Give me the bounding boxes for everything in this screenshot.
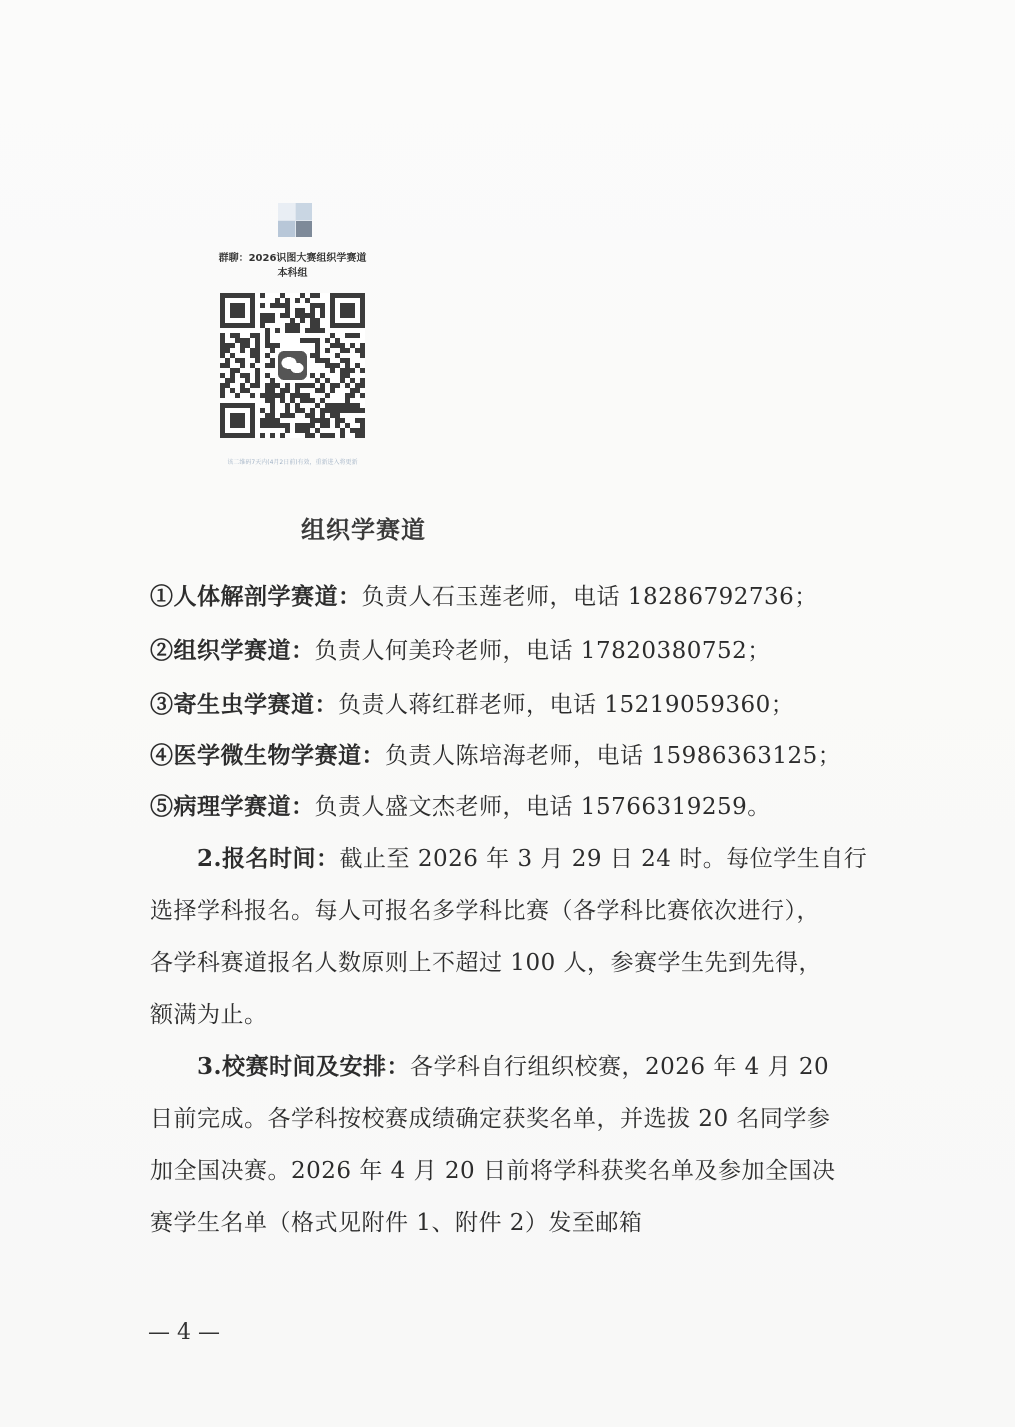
schedule-line-3: 加全国决赛。2026 年 4 月 20 日前将学科获奖名单及参加全国决: [150, 1158, 836, 1184]
qr-group-name-line1: 群聊：2026识图大赛组织学赛道: [218, 253, 367, 264]
qr-code-image: [220, 293, 365, 438]
qr-footnote: 该二维码7天内(4月2日前)有效，重新进入将更新: [227, 459, 358, 466]
track-item-2: [150, 632, 890, 665]
track-label: ①人体解剖学赛道：: [150, 583, 362, 610]
page-number: — 4 —: [148, 1320, 220, 1345]
qr-group-name: [200, 251, 385, 281]
section-title: 组织学赛道: [301, 516, 426, 544]
schedule-line-2: 日前完成。各学科按校赛成绩确定获奖名单，并选拔 20 名同学参: [150, 1106, 831, 1132]
track-label: ⑤病理学赛道：: [150, 793, 315, 820]
wechat-group-qr-card: [200, 195, 385, 480]
wechat-logo-icon: [275, 348, 310, 383]
registration-heading: 2.报名时间：: [197, 845, 340, 872]
track-label: ④医学微生物学赛道：: [150, 742, 385, 769]
registration-line-2: 选择学科报名。每人可报名多学科比赛（各学科比赛依次进行），: [150, 898, 820, 924]
registration-line-1: [197, 840, 937, 873]
schedule-line-1: [197, 1048, 937, 1081]
track-item-3: [150, 686, 890, 719]
schedule-line-4: 赛学生名单（格式见附件 1、附件 2）发至邮箱: [150, 1210, 643, 1236]
schedule-heading: 3.校赛时间及安排：: [197, 1053, 411, 1080]
registration-line-4: 额满为止。: [150, 1002, 268, 1028]
group-avatar: [278, 203, 312, 237]
track-label: ②组织学赛道：: [150, 637, 315, 664]
track-detail: 负责人何美玲老师，电话 17820380752；: [314, 638, 771, 664]
track-detail: 负责人陈培海老师，电话 15986363125；: [385, 743, 842, 769]
track-detail: 负责人盛文杰老师，电话 15766319259。: [314, 794, 771, 820]
track-item-5: [150, 788, 890, 821]
registration-text: 截止至 2026 年 3 月 29 日 24 时。每位学生自行: [339, 846, 868, 872]
track-detail: 负责人石玉莲老师，电话 18286792736；: [361, 584, 818, 610]
track-label: ③寄生虫学赛道：: [150, 691, 338, 718]
qr-group-name-line2: 本科组: [277, 268, 308, 279]
schedule-text: 各学科自行组织校赛，2026 年 4 月 20: [410, 1054, 830, 1080]
registration-line-3: 各学科赛道报名人数原则上不超过 100 人，参赛学生先到先得，: [150, 950, 823, 976]
track-item-1: [150, 578, 890, 611]
track-item-4: [150, 737, 890, 770]
track-detail: 负责人蒋红群老师，电话 15219059360；: [338, 692, 795, 718]
